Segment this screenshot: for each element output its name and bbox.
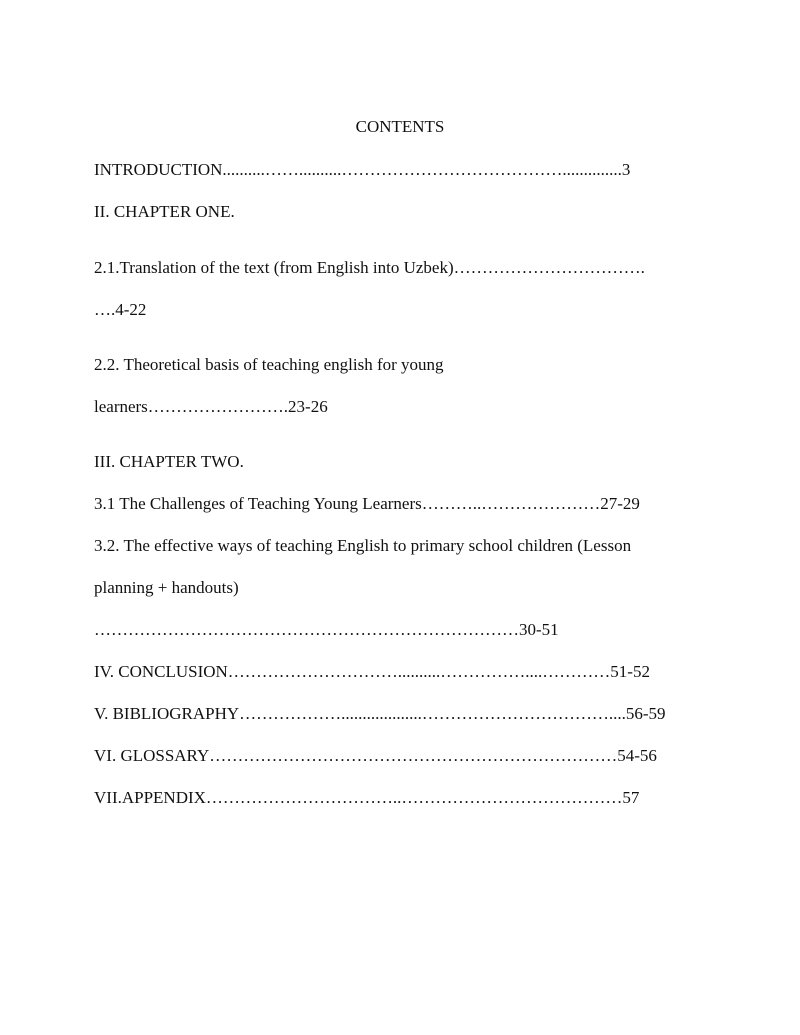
toc-heading-chapter-two: III. CHAPTER TWO. bbox=[94, 452, 244, 471]
toc-entry-appendix: VII.APPENDIX……………………………..…………………………………57 bbox=[94, 788, 640, 807]
toc-entry-translation-line1: 2.1.Translation of the text (from English into Uzbek)……………………………. bbox=[94, 258, 645, 277]
toc-entry-challenges: 3.1 The Challenges of Teaching Young Learners………..…………………27-29 bbox=[94, 494, 640, 513]
contents-title: CONTENTS bbox=[355, 117, 445, 136]
toc-entry-conclusion: IV. CONCLUSION…………………………..........……………....…………51-52 bbox=[94, 662, 650, 681]
toc-heading-chapter-one: II. CHAPTER ONE. bbox=[94, 202, 235, 221]
toc-entry-introduction: INTRODUCTION..........……..........…………………………………..............3 bbox=[94, 160, 631, 179]
toc-entry-effective-ways-line3: …………………………………………………………………30-51 bbox=[94, 620, 559, 639]
toc-entry-glossary: VI. GLOSSARY………………………………………………………………54-56 bbox=[94, 746, 657, 765]
toc-entry-effective-ways-line1: 3.2. The effective ways of teaching English to primary school children (Lesson bbox=[94, 536, 632, 555]
toc-entry-theoretical-line1: 2.2. Theoretical basis of teaching english for young bbox=[94, 355, 444, 374]
toc-entry-effective-ways-line2: planning + handouts) bbox=[94, 578, 239, 597]
toc-entry-bibliography: V. BIBLIOGRAPHY………………...................……………………………....56-59 bbox=[94, 704, 666, 723]
toc-entry-translation-line2: ….4-22 bbox=[94, 300, 147, 319]
toc-entry-theoretical-line2: learners…………………….23-26 bbox=[94, 397, 328, 416]
